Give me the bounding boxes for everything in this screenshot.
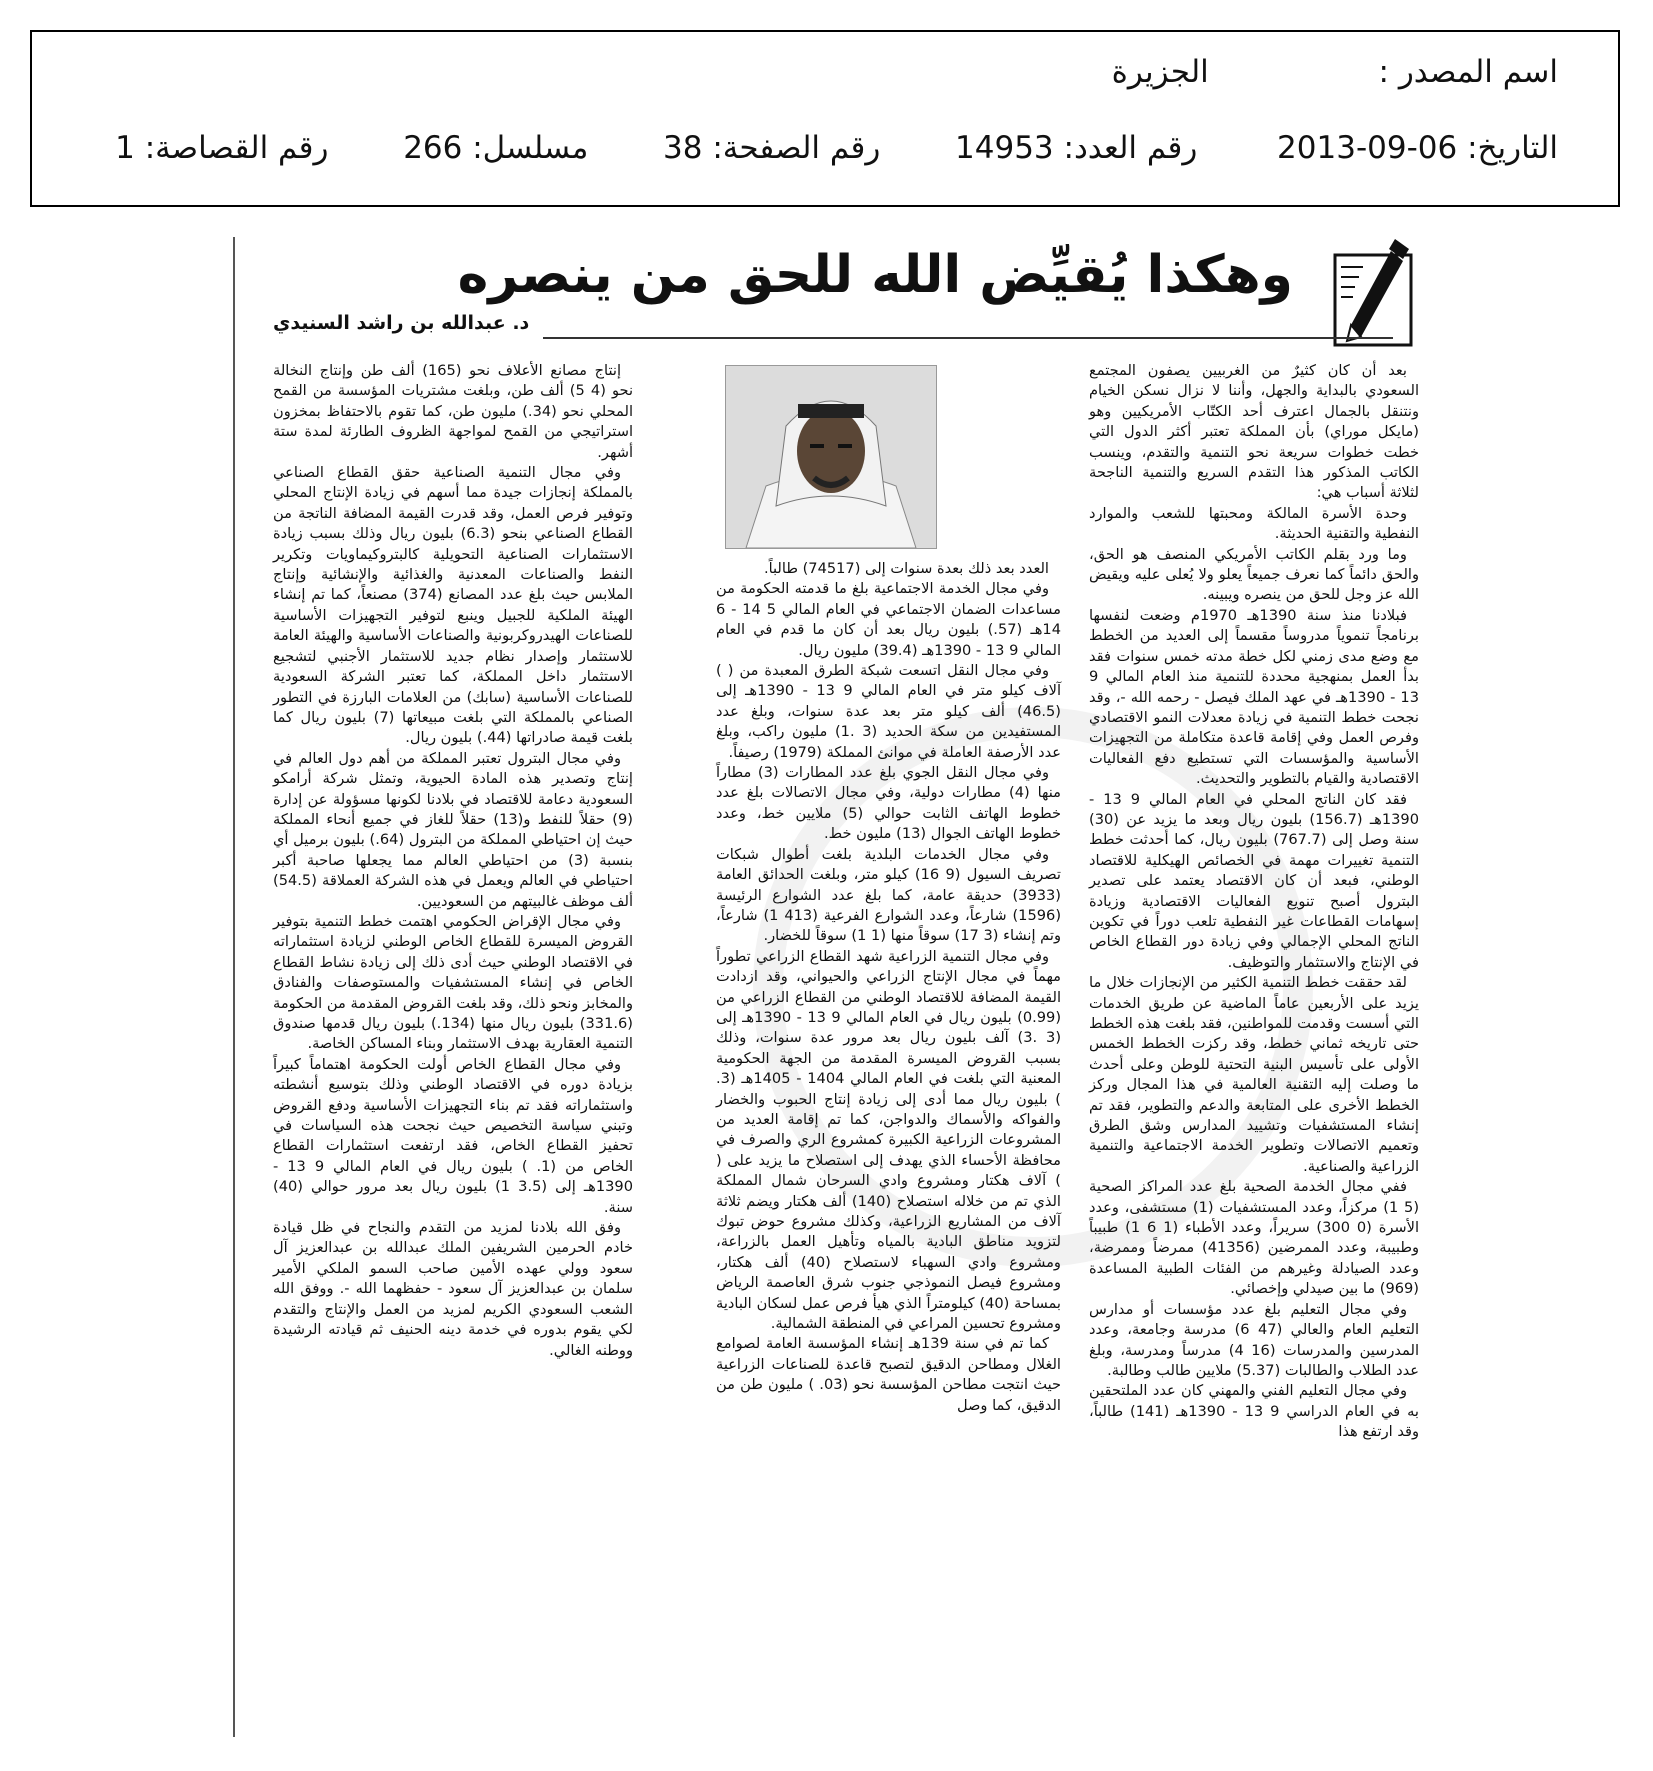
paragraph: وما ورد بقلم الكاتب الأمريكي المنصف هو الحق، والحق دائماً كما نعرف جميعاً يعلو ولا يُعلى عليه ويقيض الله عز وجل للحق من ينصره ويبينه. — [1089, 545, 1419, 604]
paragraph: ففي مجال الخدمة الصحية بلغ عدد المراكز الصحية (5 1) مركزاً، وعدد المستشفيات (1) مستشفى، وعدد الأسرة (0 300) سريراً، وعدد الأطباء (1 6 1) طبيباً وطبيبة، وعدد الممرضين (41356) ممرضاً وممرضة، وعدد الصيادلة وغيرهم من الفئات الطبية المساعدة (969) ما بين صيدلي وإخصائي. — [1089, 1178, 1420, 1298]
serial-field: مسلسل: 266 — [403, 130, 589, 166]
paragraph: لقد حققت خطط التنمية الكثير من الإنجازات خلال ما يزيد على الأربعين عاماً الماضية عن طريق الخدمات التي أسست وقدمت للمواطنين، فقد بلغت هذه الخطط حتى تاريخه ثماني خطط، وقد ركزت الخطط الخمس الأولى على تأسيس البنية التحتية للوطن وعلى أحدث ما وصلت إليه التقنية العالمية في هذا المجال وركز الخطط الأخرى على المتابعة والدعم والتطوير، فقد تم إنشاء المستشفيات وتشييد المدارس وشق الطرق وتعميم الاتصالات وتطوير الخدمة الاجتماعية والتنمية الزراعية والصناعية. — [1089, 974, 1419, 1175]
paragraph: وفي مجال الخدمة الاجتماعية بلغ ما قدمته الحكومة من مساعدات الضمان الاجتماعي في العام المالي 5 14 - 6 14هـ (57.) بليون ريال بعد أن كان ما قدم في العام المالي 9 13 - 1390هـ (39.4) مليون ريال. — [716, 580, 1062, 659]
paragraph: وفي مجال الإقراض الحكومي اهتمت خطط التنمية بتوفير القروض الميسرة للقطاع الخاص الوطني لزيادة استثماراته في الاقتصاد الوطني حيث أدى ذلك إلى زيادة نشاط القطاع الخاص في إنشاء المستشفيات والمستوصفات والفنادق والمخابز ونحو ذلك، وقد بلغت القروض المقدمة من الحكومة (331.6) بليون ريال منها (134.) بليون ريال قدمها صندوق التنمية العقارية بهدف الاستثمار وبناء المساكن الخاصة. — [273, 912, 633, 1053]
clip-edge-rule — [233, 237, 235, 1737]
article-byline: د. عبدالله بن راشد السنيدي — [273, 312, 530, 334]
paragraph: العدد بعد ذلك بعدة سنوات إلى (74517) طالباً. — [763, 560, 1049, 577]
newspaper-clipping — [233, 237, 1433, 1737]
author-photo — [725, 365, 937, 549]
paragraph: وفق الله بلادنا لمزيد من التقدم والنجاح في ظل قيادة خادم الحرمين الشريفين الملك عبدالله بن عبدالعزيز آل سعود وولي عهده الأمين صاحب السمو الملكي الأمير سلمان بن عبدالعزيز آل سعود - حفظهما الله -. ووفق الله الشعب السعودي الكريم لمزيد من العمل والإنتاج والتقدم لكي يقوم بدوره في خدمة دينه الحنيف ثم قيادته الرشيدة ووطنه الغالي. — [273, 1219, 633, 1359]
paragraph: وفي مجال البترول تعتبر المملكة من أهم دول العالم في إنتاج وتصدير هذه المادة الحيوية، وتمثل شركة أرامكو السعودية دعامة للاقتصاد في بلادنا لكونها مسؤولة عن إدارة (9) حقلاً للنفط و(13) حقلاً للغاز في جميع أنحاء المملكة حيث إن احتياطي المملكة من البترول (64.) بليون برميل أي بنسبة (3) من احتياطي العالم مما يجعلها صاحبة أكبر احتياطي في العالم ويعمل في هذه الشركة العملاقة (54.5) ألف موظف غالبيتهم من السعوديين. — [273, 749, 634, 910]
paragraph: وفي مجال النقل الجوي بلغ عدد المطارات (3) مطاراً منها (4) مطارات دولية، وفي مجال الاتصالات بلغ عدد خطوط الهاتف الثابت حوالي (5) ملايين خط، وعدد خطوط الهاتف الجوال (13) مليون خط. — [716, 764, 1062, 843]
metadata-box — [30, 30, 1620, 207]
byline-rule — [543, 337, 1393, 339]
date-field: التاريخ: 06-09-2013 — [1277, 130, 1558, 166]
paragraph: فقد كان الناتج المحلي في العام المالي 9 13 - 1390هـ (156.7) بليون ريال وبعد ما يزيد عن (30) سنة وصل إلى (767.7) بليون ريال، كما أحدثت خطط التنمية تغييرات مهمة في الخصائص الهيكلية للاقتصاد الوطني، فبعد أن كان الاقتصاد يعتمد على تصدير البترول أصبح تنويع الفعاليات الاقتصادية وزيادة إسهامات القطاعات غير النفطية تلعب دوراً في تكوين الناتج المحلي الإجمالي وفي زيادة دور القطاع الخاص في الإنتاج والاستثمار والتوظيف. — [1089, 790, 1419, 971]
paragraph: وفي مجال التعليم بلغ عدد مؤسسات أو مدارس التعليم العام والعالي (47 6) مدرسة وجامعة، وعدد المدرسين والمدرسات (16 4) مدرساً ومدرسة، وبلغ عدد الطلاب والطالبات (5.37) ملايين طالب وطالبة. — [1089, 1300, 1419, 1379]
clip-number-field: رقم القصاصة: 1 — [115, 130, 329, 166]
pen-icon — [1333, 237, 1413, 347]
paragraph: إنتاج مصانع الأعلاف نحو (165) ألف طن وإنتاج النخالة نحو (4 5) ألف طن، وبلغت مشتريات المؤسسة من القمح المحلي نحو (34.) مليون طن، كما تقوم بالاحتفاظ بمخزون استراتيجي من القمح لمواجهة الظروف الطارئة لمدة ستة أشهر. — [273, 362, 633, 461]
details-line — [115, 130, 1558, 166]
paragraph: بعد أن كان كثيرٌ من الغربيين يصفون المجتمع السعودي بالبداية والجهل، وأننا لا نزال نسكن الخيام ونتنقل بالجمال اعترف أحد الكتّاب الأمريكيين وهو (مايكل موراي) بأن المملكة تعتبر أكثر الدول التي خطت خطوات سريعة نحو التنمية والتقدم، وينسب الكاتب المذكور هذا التقدم السريع والتنمية الناجحة لثلاثة أسباب هي: — [1089, 362, 1419, 502]
paragraph: وفي مجال التعليم الفني والمهني كان عدد الملتحقين به في العام الدراسي 9 13 - 1390هـ (141) طالباً، وقد ارتفع هذا — [1089, 1382, 1419, 1441]
source-line — [1112, 54, 1558, 90]
column-left — [273, 361, 633, 1361]
author-portrait-image — [726, 366, 936, 548]
paragraph: وفي مجال التنمية الزراعية شهد القطاع الزراعي تطوراً مهماً في مجال الإنتاج الزراعي والحيواني، وقد ازدادت القيمة المضافة للاقتصاد الوطني من القطاع الزراعي من (0.99) بليون ريال في العام المالي 9 13 - 1390هـ إلى (3 .3) آلف بليون ريال بعد مرور عدة سنوات، وذلك بسبب القروض الميسرة المقدمة من الجهة الحكومية المعنية التي بلغت في العام المالي 1404 - 1405هـ (3. ) بليون ريال مما أدى إلى زيادة إنتاج الحبوب والخضار والفواكه والأسماك والدواجن، كما تم إقامة العديد من المشروعات الزراعية الكبيرة كمشروع الري والصرف في محافظة الأحساء الذي يهدف إلى استصلاح ما يزيد على ( ) آلاف هكتار ومشروع وادي السرحان شمال المملكة الذي تم من خلاله استصلاح (140) ألف هكتار ويضم ثلاثة آلاف من المشاريع الزراعية، وكذلك مشروع حوض تبوك لتزويد مناطق البادية بالمياه وتأهيل العمل بالزراعة، ومشروع وادي السهباء لاستصلاح (40) ألف هكتار، ومشروع فيصل النموذجي جنوب شرق العاصمة الرياض بمساحة (40) كيلومتراً الذي هيأ فرص عمل لسكان البادية ومشروع تحسين المراعي في المنطقة الشمالية. — [716, 947, 1062, 1333]
paragraph: وفي مجال الخدمات البلدية بلغت أطوال شبكات تصريف السيول (9 16) كيلو متر، وبلغت الحدائق العامة (3933) حديقة عامة، كما بلغ عدد الشوارع الرئيسة (1596) شارعاً، وعدد الشوارع الفرعية (413 1) شارعاً، وتم إنشاء (3 17) سوقاً منها (1 1) سوقاً للخضار. — [716, 845, 1062, 945]
page-field: رقم الصفحة: 38 — [663, 130, 881, 166]
article-headline: وهكذا يُقيِّض الله للحق من ينصره — [457, 245, 1293, 305]
column-right — [1089, 361, 1419, 1443]
paragraph: وفي مجال القطاع الخاص أولت الحكومة اهتماماً كبيراً بزيادة دوره في الاقتصاد الوطني وذلك بتوسيع أنشطته واستثماراته فقد تم بناء التجهيزات الأساسية ودفع القروض وتبني سياسة التخصيص حيث نجحت هذه السياسات في تحفيز القطاع الخاص، فقد ارتفعت استثمارات القطاع الخاص من (1. ) بليون ريال في العام المالي 9 13 - 1390هـ إلى (3.5 1) بليون ريال بعد مرور حوالي (40) سنة. — [273, 1055, 633, 1216]
column-middle — [716, 559, 1061, 1416]
paragraph: وفي مجال النقل اتسعت شبكة الطرق المعبدة من ( ) آلاف كيلو متر في العام المالي 9 13 - 1390هـ إلى (46.5) ألف كيلو متر بعد عدة سنوات، وبلغ عدد المستفيدين من سكة الحديد (3 .1) مليون راكب، وبلغ عدد الأرصفة العاملة في موانئ المملكة (1979) رصيفاً. — [716, 662, 1062, 761]
paragraph: كما تم في سنة 139هـ إنشاء المؤسسة العامة لصوامع الغلال ومطاحن الدقيق لتصبح قاعدة للصناعات الزراعية حيث انتجت مطاحن المؤسسة نحو (03. ) مليون طن من الدقيق، كما وصل — [716, 1335, 1061, 1414]
source-label: اسم المصدر : — [1378, 54, 1558, 90]
issue-field: رقم العدد: 14953 — [955, 130, 1198, 166]
source-value: الجزيرة — [1111, 54, 1209, 90]
paragraph: وفي مجال التنمية الصناعية حقق القطاع الصناعي بالمملكة إنجازات جيدة مما أسهم في زيادة الإنتاج المحلي وتوفير فرص العمل، وقد قدرت القيمة المضافة الناتجة من القطاع الصناعي بنحو (6.3) بليون ريال وذلك بسبب زيادة الاستثمارات الصناعية التحويلية كالبتروكيماويات وتكرير النفط والصناعات المعدنية والغذائية والإنشائية وإنتاج الملابس حيث بلغ عدد المصانع (374) مصنعاً، كما تم إنشاء الهيئة الملكية للجبيل وينبع لتوفير التجهيزات الأساسية للصناعات الهيدروكربونية والصناعات الأساسية والهيئة العامة للاستثمار وإصدار نظام جديد للاستثمار الأجنبي لتشجيع الاستثمار داخل المملكة، كما تعتبر الشركة السعودية للصناعات الأساسية (سابك) من العلامات البارزة في التطور الصناعي بالمملكة التي بلغت مبيعاتها (7) بليون ريال كما بلغت قيمة صادراتها (44.) بليون ريال. — [273, 464, 633, 747]
paragraph: وحدة الأسرة المالكة ومحبتها للشعب والموارد النفطية والتقنية الحديثة. — [1089, 504, 1419, 543]
paragraph: فبلادنا منذ سنة 1390هـ 1970م وضعت لنفسها برنامجاً تنموياً مدروساً مقسماً إلى العديد من الخطط مع وضع مدى زمني لكل خطة مدته خمس سنوات فقد بدأ العمل بمنهجية محددة للتنمية منذ العام المالي 9 13 - 1390هـ في عهد الملك فيصل - رحمه الله -، وقد نجحت خطط التنمية في زيادة معدلات النمو الاقتصادي وفرص العمل وفي إقامة قاعدة متكاملة من التجهيزات الأساسية والمؤسسات التي تستطيع دفع الفعاليات الاقتصادية والقيام بالتطوير والتحديث. — [1089, 606, 1419, 788]
